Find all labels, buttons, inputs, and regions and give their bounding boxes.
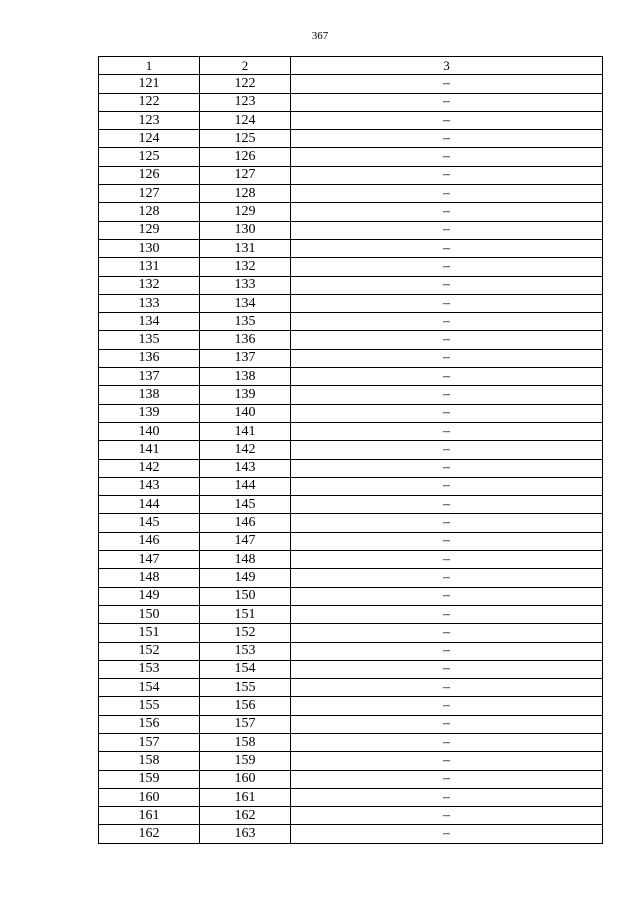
table-row xyxy=(99,368,603,386)
table-row xyxy=(99,239,603,257)
table-row xyxy=(99,825,603,843)
table-cell-col2: 157 xyxy=(200,715,291,733)
table-cell-col2: 126 xyxy=(200,148,291,166)
table-cell-col3: – xyxy=(291,239,603,257)
table-cell-col1: 137 xyxy=(99,368,200,386)
table-row xyxy=(99,715,603,733)
table-row xyxy=(99,185,603,203)
table-cell-col1: 142 xyxy=(99,459,200,477)
table-cell-col3: – xyxy=(291,258,603,276)
table-row xyxy=(99,313,603,331)
table-cell-col3: – xyxy=(291,587,603,605)
table-cell-col3: – xyxy=(291,660,603,678)
table-cell-col2: 139 xyxy=(200,386,291,404)
table-cell-col3: – xyxy=(291,203,603,221)
table-cell-col1: 155 xyxy=(99,697,200,715)
table-row xyxy=(99,642,603,660)
table-cell-col2: 147 xyxy=(200,532,291,550)
table-row xyxy=(99,679,603,697)
table-cell-col1: 144 xyxy=(99,496,200,514)
table-cell-col3: – xyxy=(291,422,603,440)
table-row xyxy=(99,166,603,184)
table-row xyxy=(99,441,603,459)
table-cell-col3: – xyxy=(291,404,603,422)
column-header-1: 1 xyxy=(99,57,200,75)
table-cell-col1: 128 xyxy=(99,203,200,221)
table-cell-col2: 136 xyxy=(200,331,291,349)
table-cell-col2: 127 xyxy=(200,166,291,184)
table-cell-col3: – xyxy=(291,697,603,715)
table-row xyxy=(99,130,603,148)
table-cell-col2: 144 xyxy=(200,477,291,495)
table-row xyxy=(99,496,603,514)
table-cell-col3: – xyxy=(291,825,603,843)
table-cell-col2: 156 xyxy=(200,697,291,715)
table-row xyxy=(99,93,603,111)
table-cell-col1: 134 xyxy=(99,313,200,331)
table-cell-col1: 157 xyxy=(99,733,200,751)
table-cell-col1: 143 xyxy=(99,477,200,495)
table-row xyxy=(99,807,603,825)
table-cell-col2: 150 xyxy=(200,587,291,605)
table-cell-col2: 132 xyxy=(200,258,291,276)
table-row xyxy=(99,660,603,678)
table-cell-col1: 123 xyxy=(99,111,200,129)
table-cell-col3: – xyxy=(291,313,603,331)
table-cell-col2: 159 xyxy=(200,752,291,770)
table-cell-col1: 133 xyxy=(99,294,200,312)
table-cell-col3: – xyxy=(291,532,603,550)
table-cell-col3: – xyxy=(291,93,603,111)
table-cell-col3: – xyxy=(291,148,603,166)
table-cell-col1: 145 xyxy=(99,514,200,532)
table-cell-col2: 148 xyxy=(200,551,291,569)
table-cell-col2: 133 xyxy=(200,276,291,294)
table-cell-col2: 142 xyxy=(200,441,291,459)
table-cell-col3: – xyxy=(291,130,603,148)
table-cell-col2: 158 xyxy=(200,733,291,751)
table-cell-col3: – xyxy=(291,733,603,751)
table-cell-col1: 132 xyxy=(99,276,200,294)
table-cell-col1: 138 xyxy=(99,386,200,404)
table-cell-col2: 146 xyxy=(200,514,291,532)
table-row xyxy=(99,349,603,367)
data-table xyxy=(98,56,603,844)
table-cell-col2: 163 xyxy=(200,825,291,843)
table-cell-col2: 149 xyxy=(200,569,291,587)
table-row xyxy=(99,477,603,495)
table-cell-col1: 139 xyxy=(99,404,200,422)
table-cell-col1: 147 xyxy=(99,551,200,569)
table-cell-col3: – xyxy=(291,788,603,806)
table-cell-col1: 153 xyxy=(99,660,200,678)
table-cell-col2: 123 xyxy=(200,93,291,111)
table-cell-col2: 137 xyxy=(200,349,291,367)
table-cell-col3: – xyxy=(291,551,603,569)
table-cell-col3: – xyxy=(291,715,603,733)
table-cell-col2: 143 xyxy=(200,459,291,477)
table-cell-col1: 161 xyxy=(99,807,200,825)
table-cell-col2: 131 xyxy=(200,239,291,257)
column-header-2: 2 xyxy=(200,57,291,75)
table-cell-col3: – xyxy=(291,514,603,532)
table-cell-col2: 154 xyxy=(200,660,291,678)
table-row xyxy=(99,514,603,532)
table-cell-col1: 124 xyxy=(99,130,200,148)
table-cell-col2: 124 xyxy=(200,111,291,129)
table-cell-col2: 152 xyxy=(200,624,291,642)
table-cell-col1: 151 xyxy=(99,624,200,642)
column-header-3: 3 xyxy=(291,57,603,75)
table-cell-col1: 135 xyxy=(99,331,200,349)
table-cell-col3: – xyxy=(291,331,603,349)
table-cell-col1: 150 xyxy=(99,605,200,623)
table-cell-col3: – xyxy=(291,770,603,788)
table-cell-col1: 122 xyxy=(99,93,200,111)
table-cell-col3: – xyxy=(291,752,603,770)
table-cell-col1: 130 xyxy=(99,239,200,257)
table-cell-col1: 127 xyxy=(99,185,200,203)
table-row xyxy=(99,532,603,550)
table-cell-col1: 136 xyxy=(99,349,200,367)
table-cell-col1: 126 xyxy=(99,166,200,184)
table-cell-col2: 151 xyxy=(200,605,291,623)
table-row xyxy=(99,148,603,166)
table-cell-col3: – xyxy=(291,642,603,660)
table-row xyxy=(99,75,603,93)
table-row xyxy=(99,331,603,349)
table-cell-col1: 125 xyxy=(99,148,200,166)
page-number: 367 xyxy=(311,30,329,42)
table-cell-col3: – xyxy=(291,807,603,825)
table-cell-col2: 122 xyxy=(200,75,291,93)
table-row xyxy=(99,770,603,788)
table-row xyxy=(99,386,603,404)
table-cell-col1: 158 xyxy=(99,752,200,770)
table-cell-col3: – xyxy=(291,294,603,312)
table-cell-col3: – xyxy=(291,386,603,404)
table-row xyxy=(99,733,603,751)
table-cell-col3: – xyxy=(291,368,603,386)
table-row xyxy=(99,551,603,569)
table-row xyxy=(99,697,603,715)
table-cell-col1: 121 xyxy=(99,75,200,93)
table-cell-col3: – xyxy=(291,624,603,642)
table-row xyxy=(99,624,603,642)
table-cell-col3: – xyxy=(291,185,603,203)
table-cell-col2: 129 xyxy=(200,203,291,221)
table-cell-col1: 146 xyxy=(99,532,200,550)
table-cell-col2: 160 xyxy=(200,770,291,788)
table-cell-col3: – xyxy=(291,679,603,697)
table-cell-col2: 134 xyxy=(200,294,291,312)
table-cell-col2: 138 xyxy=(200,368,291,386)
table-row xyxy=(99,221,603,239)
table-row xyxy=(99,404,603,422)
table-cell-col3: – xyxy=(291,276,603,294)
table-cell-col2: 130 xyxy=(200,221,291,239)
table-cell-col3: – xyxy=(291,605,603,623)
table-header-row xyxy=(99,57,603,75)
table-cell-col2: 161 xyxy=(200,788,291,806)
table-cell-col2: 141 xyxy=(200,422,291,440)
table-cell-col2: 145 xyxy=(200,496,291,514)
table-cell-col1: 141 xyxy=(99,441,200,459)
table-cell-col1: 131 xyxy=(99,258,200,276)
table-cell-col2: 162 xyxy=(200,807,291,825)
table-cell-col1: 140 xyxy=(99,422,200,440)
table-cell-col1: 159 xyxy=(99,770,200,788)
table-cell-col1: 156 xyxy=(99,715,200,733)
table-row xyxy=(99,587,603,605)
table-row xyxy=(99,111,603,129)
table-cell-col3: – xyxy=(291,166,603,184)
table-cell-col3: – xyxy=(291,221,603,239)
table-cell-col2: 125 xyxy=(200,130,291,148)
table-cell-col3: – xyxy=(291,496,603,514)
table-cell-col1: 129 xyxy=(99,221,200,239)
table-row xyxy=(99,294,603,312)
table-cell-col1: 154 xyxy=(99,679,200,697)
table-cell-col2: 155 xyxy=(200,679,291,697)
table-cell-col2: 135 xyxy=(200,313,291,331)
table-row xyxy=(99,459,603,477)
table-row xyxy=(99,569,603,587)
table-cell-col3: – xyxy=(291,477,603,495)
table-cell-col3: – xyxy=(291,349,603,367)
table-cell-col3: – xyxy=(291,441,603,459)
table-row xyxy=(99,422,603,440)
table-cell-col3: – xyxy=(291,459,603,477)
table-row xyxy=(99,276,603,294)
table-cell-col1: 162 xyxy=(99,825,200,843)
table-cell-col1: 149 xyxy=(99,587,200,605)
table-row xyxy=(99,752,603,770)
table-row xyxy=(99,203,603,221)
table-cell-col3: – xyxy=(291,75,603,93)
table-row xyxy=(99,605,603,623)
table-cell-col1: 152 xyxy=(99,642,200,660)
table-cell-col1: 148 xyxy=(99,569,200,587)
table-body xyxy=(99,75,603,843)
table-cell-col1: 160 xyxy=(99,788,200,806)
table-row xyxy=(99,258,603,276)
table-cell-col2: 140 xyxy=(200,404,291,422)
table-cell-col3: – xyxy=(291,111,603,129)
table-row xyxy=(99,788,603,806)
table-cell-col3: – xyxy=(291,569,603,587)
table-cell-col2: 128 xyxy=(200,185,291,203)
table-cell-col2: 153 xyxy=(200,642,291,660)
